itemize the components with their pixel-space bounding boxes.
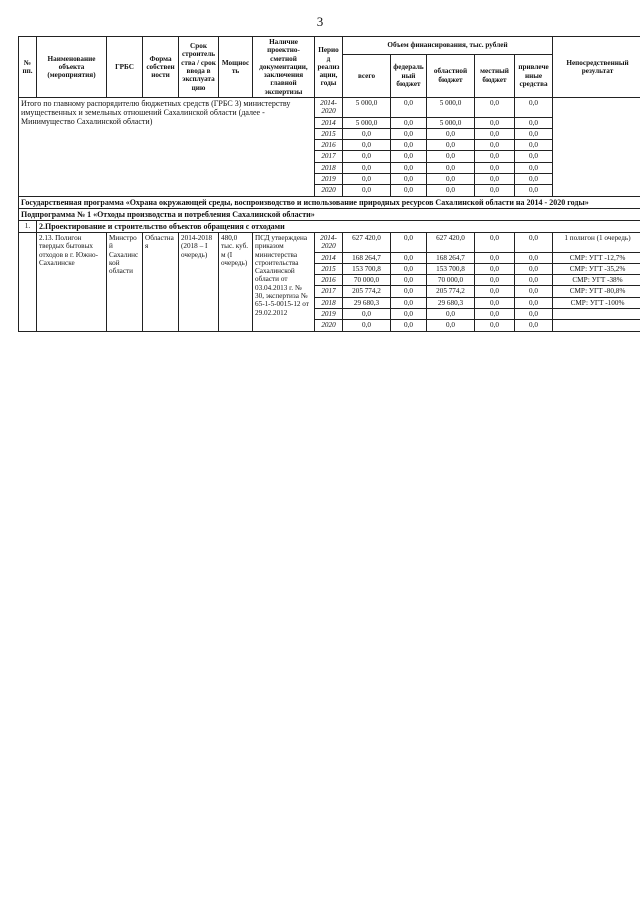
summary-year: 2019 — [315, 173, 343, 184]
summary-year: 2016 — [315, 140, 343, 151]
summary-regional: 0,0 — [427, 151, 475, 162]
item-federal: 0,0 — [391, 297, 427, 308]
subprogram-title: Подпрограмма № 1 «Отходы производства и потребления Сахалинской области» — [19, 208, 640, 220]
item-regional: 0,0 — [427, 309, 475, 320]
item-regional: 153 700,8 — [427, 263, 475, 274]
item-attracted: 0,0 — [515, 309, 553, 320]
summary-year: 2017 — [315, 151, 343, 162]
header-no: № пп. — [19, 37, 37, 98]
summary-local: 0,0 — [475, 97, 515, 117]
item-local: 0,0 — [475, 320, 515, 331]
item-local: 0,0 — [475, 275, 515, 286]
summary-federal: 0,0 — [391, 162, 427, 173]
item-regional: 29 680,3 — [427, 297, 475, 308]
header-local: местный бюджет — [475, 54, 515, 97]
summary-regional: 0,0 — [427, 140, 475, 151]
summary-federal: 0,0 — [391, 173, 427, 184]
header-attracted: привлеченные средства — [515, 54, 553, 97]
header-object-name: Наименование объекта (мероприятия) — [37, 37, 107, 98]
item-name: 2.13. Полигон твердых бытовых отходов в г. Южно-Сахалинске — [37, 233, 107, 332]
summary-local: 0,0 — [475, 173, 515, 184]
item-total: 168 264,7 — [343, 252, 391, 263]
summary-federal: 0,0 — [391, 140, 427, 151]
header-construction-period: Срок строительства / срок ввода в эксплуатацию — [179, 37, 219, 98]
header-result: Непосредственный результат — [553, 37, 640, 98]
summary-local: 0,0 — [475, 117, 515, 128]
item-federal: 0,0 — [391, 275, 427, 286]
summary-federal: 0,0 — [391, 151, 427, 162]
item-year: 2020 — [315, 320, 343, 331]
item-attracted: 0,0 — [515, 263, 553, 274]
header-period: Период реализации, годы — [315, 37, 343, 98]
summary-result-empty — [553, 97, 640, 196]
item-attracted: 0,0 — [515, 320, 553, 331]
program-title: Государственная программа «Охрана окружающей среды, воспроизводство и использование природных ресурсов Сахалинской области на 2014 - 2020 годы» — [19, 196, 640, 208]
summary-total: 0,0 — [343, 185, 391, 196]
summary-year: 2020 — [315, 185, 343, 196]
summary-total: 5 000,0 — [343, 97, 391, 117]
item-local: 0,0 — [475, 297, 515, 308]
item-total: 0,0 — [343, 320, 391, 331]
summary-federal: 0,0 — [391, 117, 427, 128]
item-federal: 0,0 — [391, 233, 427, 253]
summary-regional: 0,0 — [427, 185, 475, 196]
item-regional: 168 264,7 — [427, 252, 475, 263]
summary-attracted: 0,0 — [515, 128, 553, 139]
item-ownership: Областная — [143, 233, 179, 332]
summary-local: 0,0 — [475, 151, 515, 162]
item-capacity: 480,0 тыс. куб. м (I очередь) — [219, 233, 253, 332]
summary-total: 0,0 — [343, 173, 391, 184]
item-federal: 0,0 — [391, 263, 427, 274]
summary-regional: 5 000,0 — [427, 97, 475, 117]
item-federal: 0,0 — [391, 309, 427, 320]
item-construction-period: 2014-2018 (2018 – I очередь) — [179, 233, 219, 332]
program-row — [19, 196, 640, 208]
summary-regional: 0,0 — [427, 128, 475, 139]
item-result — [553, 309, 640, 320]
summary-regional: 0,0 — [427, 173, 475, 184]
item-year: 2017 — [315, 286, 343, 297]
header-regional: областной бюджет — [427, 54, 475, 97]
item-regional: 70 000,0 — [427, 275, 475, 286]
summary-year: 2015 — [315, 128, 343, 139]
summary-local: 0,0 — [475, 128, 515, 139]
item-attracted: 0,0 — [515, 297, 553, 308]
header-grbs: ГРБС — [107, 37, 143, 98]
summary-total: 0,0 — [343, 151, 391, 162]
item-local: 0,0 — [475, 309, 515, 320]
item-total: 153 700,8 — [343, 263, 391, 274]
summary-row — [19, 97, 640, 117]
item-total: 29 680,3 — [343, 297, 391, 308]
summary-year: 2014 — [315, 117, 343, 128]
summary-local: 0,0 — [475, 185, 515, 196]
item-year: 2019 — [315, 309, 343, 320]
summary-label: Итого по главному распорядителю бюджетных средств (ГРБС 3) министерству имущественных и земельных отношений Сахалинской области (далее - Минимущество Сахалинской области) — [19, 97, 315, 196]
summary-total: 0,0 — [343, 128, 391, 139]
item-result: СМР: УГТ -35,2% — [553, 263, 640, 274]
summary-local: 0,0 — [475, 140, 515, 151]
item-result: 1 полигон (1 очередь) — [553, 233, 640, 253]
item-regional: 0,0 — [427, 320, 475, 331]
summary-local: 0,0 — [475, 162, 515, 173]
summary-attracted: 0,0 — [515, 185, 553, 196]
summary-total: 5 000,0 — [343, 117, 391, 128]
item-federal: 0,0 — [391, 252, 427, 263]
section-row — [19, 220, 640, 232]
header-federal: федеральный бюджет — [391, 54, 427, 97]
summary-federal: 0,0 — [391, 128, 427, 139]
header-total: всего — [343, 54, 391, 97]
item-result: СМР: УГТ -80,8% — [553, 286, 640, 297]
item-local: 0,0 — [475, 252, 515, 263]
item-row — [19, 233, 640, 253]
item-regional: 205 774,2 — [427, 286, 475, 297]
item-attracted: 0,0 — [515, 252, 553, 263]
funding-table — [18, 36, 640, 332]
item-year: 2014-2020 — [315, 233, 343, 253]
section-no: 1. — [19, 220, 37, 232]
summary-attracted: 0,0 — [515, 117, 553, 128]
item-attracted: 0,0 — [515, 233, 553, 253]
item-grbs: Минстрой Сахалинской области — [107, 233, 143, 332]
summary-regional: 5 000,0 — [427, 117, 475, 128]
summary-total: 0,0 — [343, 140, 391, 151]
item-no — [19, 233, 37, 332]
item-federal: 0,0 — [391, 320, 427, 331]
item-attracted: 0,0 — [515, 275, 553, 286]
header-ownership: Форма собственности — [143, 37, 179, 98]
item-local: 0,0 — [475, 286, 515, 297]
item-result — [553, 320, 640, 331]
subprogram-row — [19, 208, 640, 220]
item-result: СМР: УГТ -12,7% — [553, 252, 640, 263]
item-total: 0,0 — [343, 309, 391, 320]
summary-attracted: 0,0 — [515, 173, 553, 184]
header-docs: Наличие проектно-сметной документации, заключения главной экспертизы — [253, 37, 315, 98]
summary-year: 2018 — [315, 162, 343, 173]
item-total: 70 000,0 — [343, 275, 391, 286]
item-local: 0,0 — [475, 263, 515, 274]
item-year: 2015 — [315, 263, 343, 274]
item-federal: 0,0 — [391, 286, 427, 297]
summary-regional: 0,0 — [427, 162, 475, 173]
item-regional: 627 420,0 — [427, 233, 475, 253]
item-docs: ПСД утверждена приказом министерства строительства Сахалинской области от 03.04.2013 г. № 30, экспертиза № 65-1-5-0015-12 от 29.02.2012 — [253, 233, 315, 332]
item-attracted: 0,0 — [515, 286, 553, 297]
header-capacity: Мощность — [219, 37, 253, 98]
summary-federal: 0,0 — [391, 185, 427, 196]
item-year: 2014 — [315, 252, 343, 263]
item-total: 627 420,0 — [343, 233, 391, 253]
item-total: 205 774,2 — [343, 286, 391, 297]
summary-year: 2014-2020 — [315, 97, 343, 117]
summary-federal: 0,0 — [391, 97, 427, 117]
item-year: 2016 — [315, 275, 343, 286]
header-funding-group: Объем финансирования, тыс. рублей — [343, 37, 553, 55]
item-local: 0,0 — [475, 233, 515, 253]
header-row-1 — [19, 37, 640, 55]
section-title: 2.Проектирование и строительство объектов обращения с отходами — [37, 220, 640, 232]
item-result: СМР: УГТ -100% — [553, 297, 640, 308]
page-number: 3 — [316, 14, 324, 29]
document-sheet — [18, 36, 631, 332]
summary-attracted: 0,0 — [515, 140, 553, 151]
item-year: 2018 — [315, 297, 343, 308]
summary-attracted: 0,0 — [515, 151, 553, 162]
summary-attracted: 0,0 — [515, 162, 553, 173]
summary-attracted: 0,0 — [515, 97, 553, 117]
item-result: СМР: УГТ -38% — [553, 275, 640, 286]
summary-total: 0,0 — [343, 162, 391, 173]
